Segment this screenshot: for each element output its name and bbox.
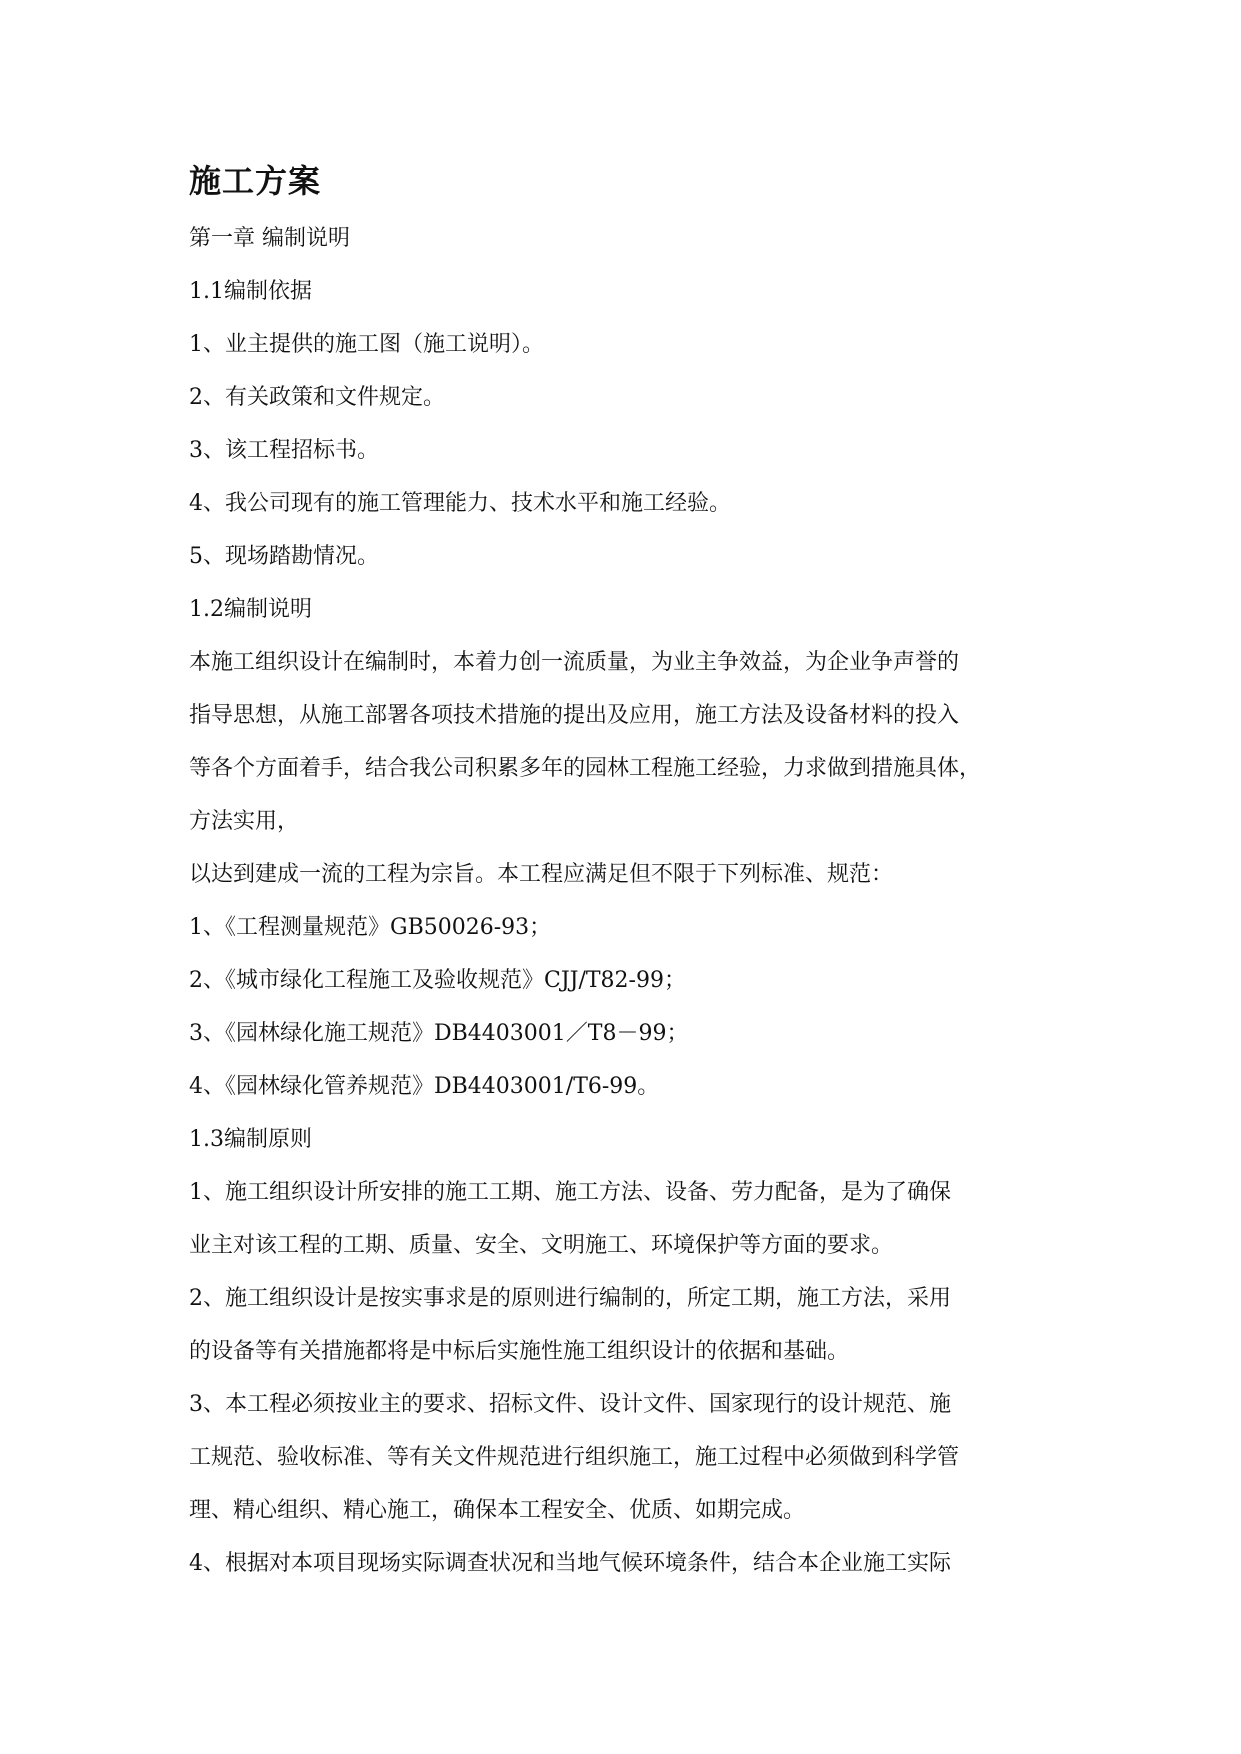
principle-line: 业主对该工程的工期、质量、安全、文明施工、环境保护等方面的要求。 xyxy=(189,1233,894,1258)
basis-item: 5、现场踏勘情况。 xyxy=(189,544,379,569)
principle-line: 1、施工组织设计所安排的施工工期、施工方法、设备、劳力配备，是为了确保 xyxy=(189,1180,951,1205)
basis-item: 4、我公司现有的施工管理能力、技术水平和施工经验。 xyxy=(189,491,731,516)
document-page xyxy=(189,160,1059,1590)
section-heading-1-2: 1.2编制说明 xyxy=(189,597,312,622)
principle-line: 的设备等有关措施都将是中标后实施性施工组织设计的依据和基础。 xyxy=(189,1339,850,1364)
chapter-heading: 第一章 编制说明 xyxy=(189,226,350,251)
document-title: 施工方案 xyxy=(189,162,322,200)
principle-line: 工规范、验收标准、等有关文件规范进行组织施工，施工过程中必须做到科学管 xyxy=(189,1445,960,1470)
principle-line: 2、施工组织设计是按实事求是的原则进行编制的，所定工期，施工方法，采用 xyxy=(189,1286,951,1311)
description-line: 以达到建成一流的工程为宗旨。本工程应满足但不限于下列标准、规范： xyxy=(189,862,894,887)
standard-item: 2、《城市绿化工程施工及验收规范》CJJ/T82-99； xyxy=(189,968,686,993)
description-line: 指导思想，从施工部署各项技术措施的提出及应用，施工方法及设备材料的投入 xyxy=(189,703,960,728)
basis-item: 1、业主提供的施工图（施工说明）。 xyxy=(189,332,544,357)
principle-line: 3、本工程必须按业主的要求、招标文件、设计文件、国家现行的设计规范、施 xyxy=(189,1392,951,1417)
description-line: 本施工组织设计在编制时，本着力创一流质量，为业主争效益，为企业争声誉的 xyxy=(189,650,960,675)
standard-item: 3、《园林绿化施工规范》DB4403001／T8－99； xyxy=(189,1021,689,1046)
description-line: 方法实用， xyxy=(189,809,300,834)
description-line: 等各个方面着手，结合我公司积累多年的园林工程施工经验，力求做到措施具体， xyxy=(189,756,982,781)
section-heading-1-3: 1.3编制原则 xyxy=(189,1127,312,1152)
standard-item: 4、《园林绿化管养规范》DB4403001/T6-99。 xyxy=(189,1074,660,1099)
principle-line: 理、精心组织、精心施工，确保本工程安全、优质、如期完成。 xyxy=(189,1498,806,1523)
principle-line: 4、根据对本项目现场实际调查状况和当地气候环境条件，结合本企业施工实际 xyxy=(189,1551,951,1576)
basis-item: 3、该工程招标书。 xyxy=(189,438,379,463)
basis-item: 2、有关政策和文件规定。 xyxy=(189,385,445,410)
section-heading-1-1: 1.1编制依据 xyxy=(189,279,312,304)
standard-item: 1、《工程测量规范》GB50026-93； xyxy=(189,915,552,940)
